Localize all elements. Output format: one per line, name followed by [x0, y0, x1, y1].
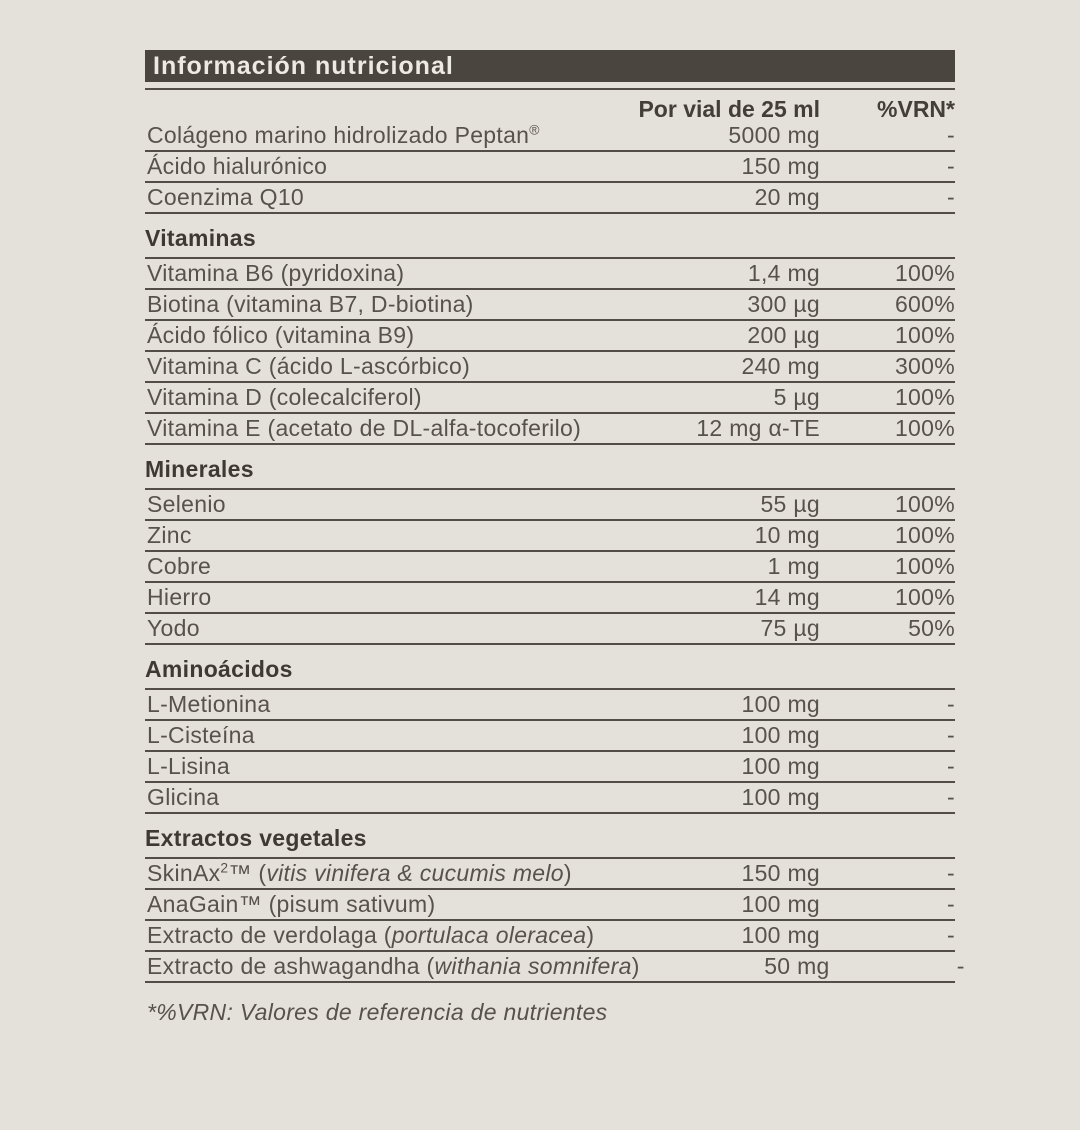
- row-label: Ácido fólico (vitamina B9): [147, 322, 415, 348]
- row-vrn: -: [947, 891, 955, 917]
- vrn-footnote: *%VRN: Valores de referencia de nutrientes: [147, 999, 608, 1025]
- column-header-amount: Por vial de 25 ml: [638, 96, 820, 122]
- table-row: [145, 721, 955, 752]
- row-vrn: -: [947, 860, 955, 886]
- table-row: [145, 752, 955, 783]
- table-row: [145, 414, 955, 445]
- table-row: [145, 490, 955, 521]
- row-label: Ácido hialurónico: [147, 153, 328, 179]
- row-amount: 1 mg: [767, 553, 820, 579]
- table-row: [145, 121, 955, 152]
- row-vrn: 100%: [894, 553, 955, 579]
- row-amount: 5000 mg: [728, 122, 820, 148]
- section-heading: Aminoácidos: [145, 645, 955, 690]
- row-vrn: -: [947, 122, 955, 148]
- nutrition-facts-panel: [145, 50, 965, 1026]
- table-body: [145, 121, 965, 983]
- column-header-row: [145, 90, 955, 121]
- row-vrn: 100%: [894, 584, 955, 610]
- table-row: [145, 352, 955, 383]
- row-label: Colágeno marino hidrolizado Peptan®: [147, 122, 540, 148]
- row-amount: 75 µg: [760, 615, 820, 641]
- row-vrn: 600%: [894, 291, 955, 317]
- table-row: [145, 614, 955, 645]
- row-label: Vitamina B6 (pyridoxina): [147, 260, 405, 286]
- row-vrn: -: [947, 753, 955, 779]
- row-amount: 14 mg: [754, 584, 820, 610]
- row-amount: 200 µg: [747, 322, 820, 348]
- row-amount: 20 mg: [754, 184, 820, 210]
- row-label: L-Lisina: [147, 753, 230, 779]
- row-vrn: -: [956, 953, 965, 979]
- row-amount: 300 µg: [747, 291, 820, 317]
- row-label: SkinAx$^2$™ (vitis vinifera & cucumis melo): [147, 860, 572, 886]
- table-row: [145, 783, 955, 814]
- row-amount: 100 mg: [741, 722, 820, 748]
- column-header-vrn: %VRN*: [877, 96, 955, 122]
- row-vrn: 100%: [894, 415, 955, 441]
- row-amount: 1,4 mg: [747, 260, 820, 286]
- row-amount: 50 mg: [764, 953, 830, 979]
- row-vrn: -: [947, 184, 955, 210]
- row-label: L-Cisteína: [147, 722, 255, 748]
- table-row: [145, 552, 955, 583]
- row-amount: 100 mg: [741, 691, 820, 717]
- row-label: Hierro: [147, 584, 212, 610]
- row-amount: 55 µg: [760, 491, 820, 517]
- row-amount: 150 mg: [741, 153, 820, 179]
- row-amount: 5 µg: [773, 384, 820, 410]
- row-vrn: -: [947, 153, 955, 179]
- table-row: [145, 183, 955, 214]
- row-label: L-Metionina: [147, 691, 271, 717]
- row-label: Biotina (vitamina B7, D-biotina): [147, 291, 474, 317]
- row-label: Vitamina E (acetato de DL-alfa-tocoferilo): [147, 415, 582, 441]
- row-vrn: -: [947, 784, 955, 810]
- table-row: [145, 859, 955, 890]
- row-vrn: -: [947, 691, 955, 717]
- table-row: [145, 890, 955, 921]
- row-amount: 100 mg: [741, 784, 820, 810]
- row-vrn: 50%: [908, 615, 955, 641]
- row-vrn: 100%: [894, 522, 955, 548]
- row-label: Vitamina C (ácido L-ascórbico): [147, 353, 471, 379]
- row-label: AnaGain™ (pisum sativum): [147, 891, 436, 917]
- row-amount: 150 mg: [741, 860, 820, 886]
- table-row: [145, 152, 955, 183]
- table-row: [145, 259, 955, 290]
- row-vrn: -: [947, 922, 955, 948]
- panel-title: Información nutricional: [145, 50, 955, 82]
- row-label: Cobre: [147, 553, 212, 579]
- row-vrn: 100%: [894, 491, 955, 517]
- row-vrn: 100%: [894, 322, 955, 348]
- row-amount: 100 mg: [741, 891, 820, 917]
- table-row: [145, 383, 955, 414]
- row-vrn: 100%: [894, 260, 955, 286]
- table-row: [145, 290, 955, 321]
- table-row: [145, 921, 955, 952]
- row-label: Yodo: [147, 615, 200, 641]
- row-amount: 10 mg: [754, 522, 820, 548]
- section-heading: Minerales: [145, 445, 955, 490]
- table-row: [145, 521, 955, 552]
- section-heading: Vitaminas: [145, 214, 955, 259]
- table-row: [145, 583, 955, 614]
- row-amount: 100 mg: [741, 753, 820, 779]
- row-amount: 12 mg α-TE: [696, 415, 820, 441]
- row-label: Vitamina D (colecalciferol): [147, 384, 422, 410]
- row-vrn: 100%: [894, 384, 955, 410]
- row-label: Glicina: [147, 784, 220, 810]
- row-label: Coenzima Q10: [147, 184, 305, 210]
- table-row: [145, 321, 955, 352]
- table-row: [145, 690, 955, 721]
- row-label: Selenio: [147, 491, 226, 517]
- table-row: [145, 952, 965, 983]
- section-heading: Extractos vegetales: [145, 814, 955, 859]
- row-amount: 240 mg: [741, 353, 820, 379]
- row-label: Zinc: [147, 522, 192, 548]
- row-label: Extracto de ashwagandha (withania somnifera): [147, 953, 640, 979]
- row-amount: 100 mg: [741, 922, 820, 948]
- row-label: Extracto de verdolaga (portulaca oleracea): [147, 922, 595, 948]
- row-vrn: -: [947, 722, 955, 748]
- row-vrn: 300%: [894, 353, 955, 379]
